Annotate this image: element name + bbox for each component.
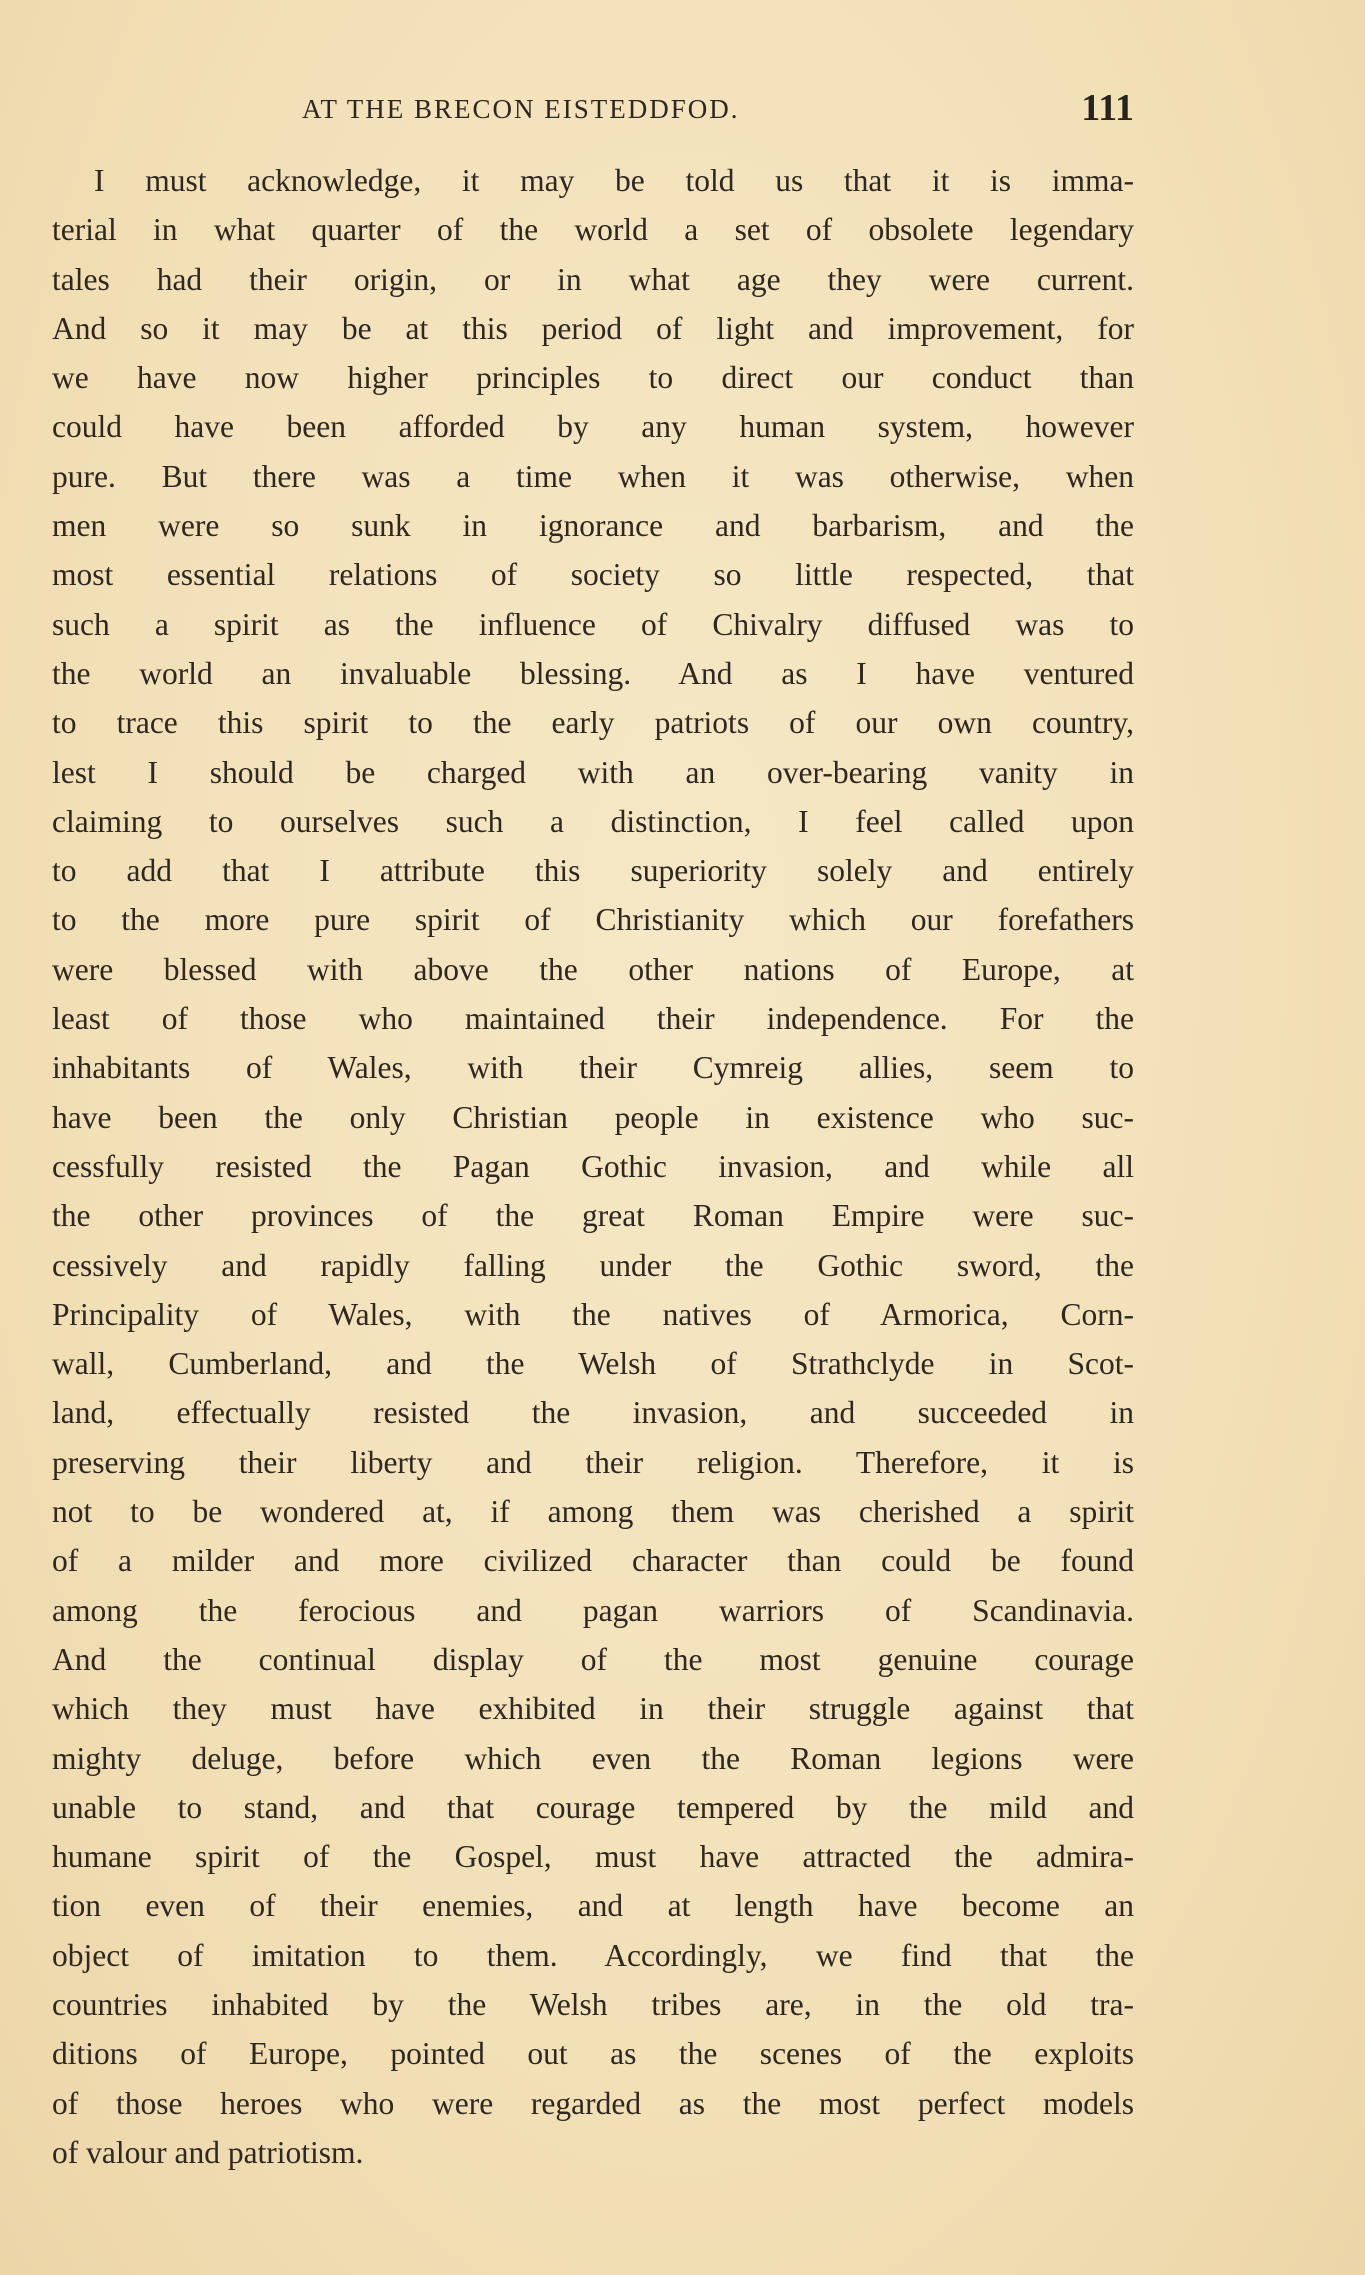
- text-line: lest I should be charged with an over-bearing vanity in: [52, 754, 1134, 790]
- text-line: to add that I attribute this superiority solely and entirely: [52, 853, 1134, 889]
- text-line: object of imitation to them. Accordingly, we find that the: [52, 1937, 1134, 1973]
- text-line: wall, Cumberland, and the Welsh of Strathclyde in Scot-: [52, 1346, 1134, 1382]
- text-line: land, effectually resisted the invasion, and succeeded in: [52, 1395, 1134, 1431]
- running-title: AT THE BRECON EISTEDDFOD.: [302, 94, 740, 124]
- text-line: tales had their origin, or in what age they were current.: [52, 261, 1134, 297]
- text-line: of valour and patriotism.: [52, 2134, 364, 2170]
- text-line: mighty deluge, before which even the Roman legions were: [52, 1740, 1134, 1776]
- text-line: humane spirit of the Gospel, must have attracted the admira-: [52, 1839, 1134, 1875]
- text-line: And the continual display of the most genuine courage: [52, 1641, 1134, 1677]
- text-line: claiming to ourselves such a distinction, I feel called upon: [52, 803, 1134, 839]
- text-line: I must acknowledge, it may be told us that it is imma-: [94, 163, 1134, 198]
- body-text: [52, 156, 1134, 2177]
- page-number: 111: [1081, 87, 1134, 129]
- text-line: preserving their liberty and their religion. Therefore, it is: [52, 1444, 1134, 1480]
- text-line: cessively and rapidly falling under the Gothic sword, the: [52, 1247, 1134, 1283]
- text-line: to trace this spirit to the early patriots of our own country,: [52, 705, 1134, 741]
- text-line: to the more pure spirit of Christianity which our forefathers: [52, 902, 1134, 938]
- text-line: most essential relations of society so little respected, that: [52, 557, 1134, 593]
- text-line: the other provinces of the great Roman Empire were suc-: [52, 1198, 1134, 1234]
- text-line: have been the only Christian people in existence who suc-: [52, 1099, 1134, 1135]
- text-line: among the ferocious and pagan warriors of Scandinavia.: [52, 1592, 1134, 1628]
- text-line: of a milder and more civilized character than could be found: [52, 1543, 1134, 1579]
- text-line: inhabitants of Wales, with their Cymreig allies, seem to: [52, 1050, 1134, 1086]
- text-line: which they must have exhibited in their struggle against that: [52, 1691, 1134, 1727]
- running-head: [62, 86, 1134, 136]
- text-line: terial in what quarter of the world a set of obsolete legendary: [52, 212, 1134, 248]
- text-line: such a spirit as the influence of Chivalry diffused was to: [52, 606, 1134, 642]
- text-line: pure. But there was a time when it was otherwise, when: [52, 458, 1134, 494]
- text-line: were blessed with above the other nations of Europe, at: [52, 951, 1134, 987]
- text-line: unable to stand, and that courage tempered by the mild and: [52, 1789, 1134, 1825]
- text-line: not to be wondered at, if among them was cherished a spirit: [52, 1494, 1134, 1530]
- text-line: we have now higher principles to direct our conduct than: [52, 360, 1134, 396]
- text-line: ditions of Europe, pointed out as the scenes of the exploits: [52, 2036, 1134, 2072]
- text-line: Principality of Wales, with the natives of Armorica, Corn-: [52, 1296, 1134, 1332]
- text-line: countries inhabited by the Welsh tribes are, in the old tra-: [52, 1986, 1134, 2022]
- text-line: And so it may be at this period of light and improvement, for: [52, 310, 1134, 346]
- text-line: men were so sunk in ignorance and barbarism, and the: [52, 508, 1134, 544]
- text-line: cessfully resisted the Pagan Gothic invasion, and while all: [52, 1148, 1134, 1184]
- text-line: of those heroes who were regarded as the most perfect models: [52, 2085, 1134, 2121]
- text-line: the world an invaluable blessing. And as I have ventured: [52, 655, 1134, 691]
- text-line: least of those who maintained their independence. For the: [52, 1001, 1134, 1037]
- text-line: tion even of their enemies, and at length have become an: [52, 1888, 1134, 1924]
- text-line: could have been afforded by any human system, however: [52, 409, 1134, 445]
